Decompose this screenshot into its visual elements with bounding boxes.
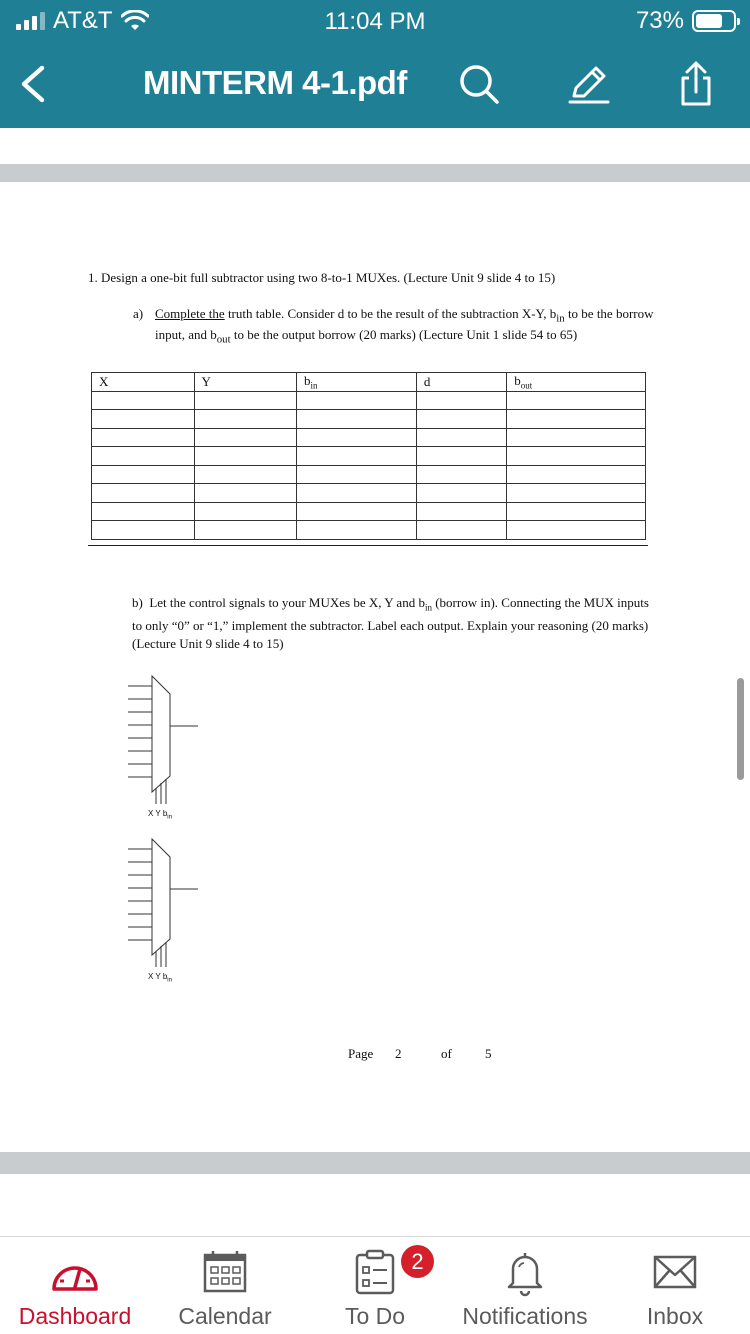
table-cell xyxy=(507,428,646,447)
pdf-page[interactable] xyxy=(0,182,750,1152)
status-carrier xyxy=(16,8,149,34)
dashboard-gauge-icon xyxy=(47,1247,103,1297)
battery-percent: 73% xyxy=(635,7,684,34)
bell-icon xyxy=(497,1247,553,1297)
table-cell xyxy=(194,465,297,484)
scrollbar-thumb[interactable] xyxy=(737,678,744,780)
part-a-sub-out: out xyxy=(216,333,231,346)
page-current: 2 xyxy=(395,1046,402,1061)
pencil-icon[interactable] xyxy=(564,60,612,108)
part-a-text-3: to be the output borrow (20 marks) (Lecture Unit 1 slide 54 to 65) xyxy=(230,326,578,342)
table-cell xyxy=(194,447,297,466)
table-cell xyxy=(92,465,195,484)
table-cell xyxy=(92,484,195,503)
table-cell xyxy=(416,391,506,410)
table-cell xyxy=(507,391,646,410)
part-b-label: b) xyxy=(132,595,143,610)
back-chevron-icon[interactable] xyxy=(14,62,50,106)
search-icon[interactable] xyxy=(455,60,503,108)
inbox-envelope-icon xyxy=(647,1247,703,1297)
question-1a xyxy=(133,306,673,347)
truth-table-header xyxy=(92,373,646,392)
table-cell xyxy=(92,410,195,429)
table-row xyxy=(92,465,646,484)
part-a-text-2: to be the borrow input, and b xyxy=(155,306,654,342)
tab-label-notifications: Notifications xyxy=(462,1303,588,1329)
table-cell xyxy=(92,428,195,447)
part-b-sub-in: in xyxy=(424,602,432,613)
status-battery xyxy=(636,8,736,34)
part-b-text-2: (borrow in). Connecting the MUX inputs to only “0” or “1,” implement the subtractor. Label each output. Explain your reasoning (20 marks) (Lecture Unit 9 slide 4 to 15) xyxy=(132,595,649,651)
tab-todo[interactable] xyxy=(305,1237,445,1334)
table-cell xyxy=(297,428,417,447)
mux-2-select-labels: X Y $b_{in}$ xyxy=(148,972,172,984)
table-row xyxy=(92,428,646,447)
part-a-underlined: Complete the xyxy=(155,306,225,321)
table-cell xyxy=(507,484,646,503)
tab-label-todo: To Do xyxy=(344,1303,406,1329)
truth-table xyxy=(91,372,646,540)
tab-label-inbox: Inbox xyxy=(646,1303,704,1329)
table-cell xyxy=(92,521,195,540)
page-total: 5 xyxy=(485,1046,492,1061)
page-of: of xyxy=(441,1046,452,1061)
table-row xyxy=(92,502,646,521)
table-cell xyxy=(297,502,417,521)
table-row xyxy=(92,410,646,429)
table-cell xyxy=(297,391,417,410)
part-a-text-1: truth table. Consider d to be the result of the subtraction X-Y, b xyxy=(224,306,557,321)
part-a-label: a) xyxy=(133,306,144,321)
share-icon[interactable] xyxy=(672,60,720,108)
table-cell xyxy=(297,521,417,540)
status-time: 11:04 PM xyxy=(324,8,426,35)
table-cell xyxy=(92,447,195,466)
table-cell xyxy=(194,502,297,521)
part-b-text-1: Let the control signals to your MUXes be X, Y and b xyxy=(149,595,425,610)
part-a-text xyxy=(155,306,673,347)
table-cell xyxy=(507,502,646,521)
table-cell xyxy=(92,391,195,410)
mux-diagram-1 xyxy=(120,672,210,822)
battery-icon xyxy=(692,10,736,32)
table-row xyxy=(92,484,646,503)
tab-notifications[interactable] xyxy=(453,1237,597,1334)
table-cell xyxy=(416,521,506,540)
mux-1-select-labels: X Y $b_{in}$ xyxy=(148,809,172,821)
todo-badge: 2 xyxy=(401,1245,434,1278)
todo-list-icon xyxy=(347,1247,403,1297)
table-cell xyxy=(194,484,297,503)
table-divider xyxy=(88,545,648,546)
document-title: MINTERM 4-1.pdf xyxy=(143,64,407,101)
tab-label-calendar: Calendar xyxy=(178,1303,272,1329)
table-cell xyxy=(297,410,417,429)
viewer-bottom-band xyxy=(0,1152,750,1174)
tab-label-dashboard: Dashboard xyxy=(18,1303,132,1329)
table-cell xyxy=(92,502,195,521)
table-cell xyxy=(194,521,297,540)
table-cell xyxy=(507,447,646,466)
tab-dashboard[interactable] xyxy=(5,1237,145,1334)
header-y: Y xyxy=(194,373,297,392)
header-d: d xyxy=(416,373,506,392)
table-cell xyxy=(194,410,297,429)
question-1-text: 1. Design a one-bit full subtractor using two 8-to-1 MUXes. (Lecture Unit 9 slide 4 to 15) xyxy=(88,270,556,285)
header-x: X xyxy=(92,373,195,392)
table-cell xyxy=(507,465,646,484)
part-a-sub-in: in xyxy=(556,312,565,325)
table-row xyxy=(92,391,646,410)
tab-inbox[interactable] xyxy=(605,1237,745,1334)
header-bout: $b_{out}$ xyxy=(507,373,646,392)
table-row xyxy=(92,447,646,466)
bottom-tab-bar xyxy=(0,1236,750,1334)
wifi-icon xyxy=(121,10,149,32)
table-cell xyxy=(194,391,297,410)
viewer-top-band xyxy=(0,164,750,182)
table-cell xyxy=(416,484,506,503)
tab-calendar[interactable] xyxy=(155,1237,295,1334)
table-row xyxy=(92,521,646,540)
page-label: Page xyxy=(348,1046,374,1061)
table-cell xyxy=(416,502,506,521)
calendar-icon xyxy=(197,1247,253,1297)
table-cell xyxy=(416,410,506,429)
header-bin: $b_{in}$ xyxy=(297,373,417,392)
table-cell xyxy=(507,410,646,429)
table-cell xyxy=(416,428,506,447)
carrier-label: AT&T xyxy=(53,7,113,34)
mux-diagram-2 xyxy=(120,835,210,985)
table-cell xyxy=(297,447,417,466)
table-cell xyxy=(416,465,506,484)
question-1b xyxy=(132,594,652,653)
table-cell xyxy=(297,465,417,484)
table-cell xyxy=(416,447,506,466)
table-cell xyxy=(507,521,646,540)
battery-fill xyxy=(696,14,722,28)
table-cell xyxy=(194,428,297,447)
app-header xyxy=(0,0,750,128)
table-cell xyxy=(297,484,417,503)
cellular-signal-icon xyxy=(16,12,45,30)
